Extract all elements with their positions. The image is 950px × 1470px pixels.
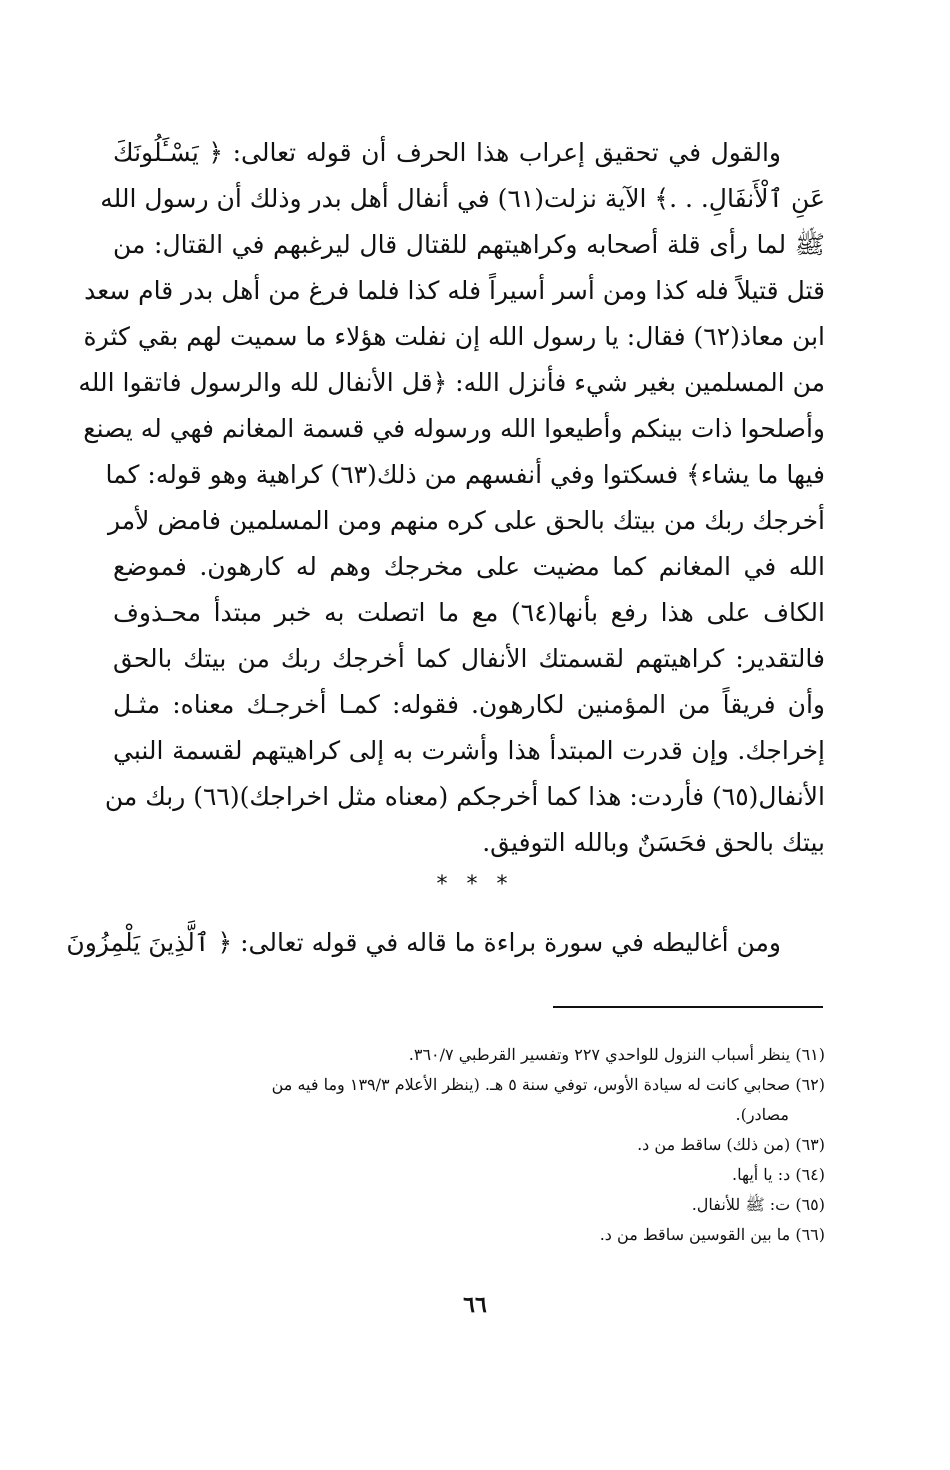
footnote: (٦٥) ت: ﷺ للأنفال. — [691, 1195, 825, 1214]
text-line: أخرجك ربك من بيتك بالحق على كره منهم ومن المسلمين فامض لأمر — [107, 506, 825, 535]
text-line: قتل قتيلاً فله كذا ومن أسر أسيراً فله كذا فلما فرغ من أهل بدر قام سعد — [84, 276, 825, 305]
footnote-continuation: مصادر). — [735, 1105, 789, 1124]
text-line: الأنفال(٦٥) فأردت: هذا كما أخرجكم (معناه مثل اخراجك)(٦٦) ربك من — [104, 782, 825, 811]
footnote: (٦٣) (من ذلك) ساقط من د. — [637, 1135, 825, 1154]
text-line: بيتك بالحق فحَسَنٌ وبالله التوفيق. — [482, 828, 825, 857]
footnote: (٦١) ينظر أسباب النزول للواحدي ٢٢٧ وتفسير القرطبي ٣٦٠/٧. — [408, 1045, 825, 1064]
section-separator: * * * — [436, 872, 514, 897]
text-line: فالتقدير: كراهيتهم لقسمتك الأنفال كما أخرجك ربك من بيتك بالحق — [113, 644, 825, 673]
footnote: (٦٤) د: يا أيها. — [731, 1165, 825, 1184]
text-line: والقول في تحقيق إعراب هذا الحرف أن قوله تعالى: ﴿ يَسْـَٔلُونَكَ — [113, 138, 781, 167]
text-line: الكاف على هذا رفع بأنها(٦٤) مع ما اتصلت به خبر مبتدأ محـذوف — [113, 598, 825, 627]
footnotes — [113, 1040, 825, 1250]
page-number: ٦٦ — [463, 1292, 487, 1318]
text-line: فيها ما يشاء﴾ فسكتوا وفي أنفسهم من ذلك(٦٣) كراهية وهو قوله: كما — [105, 460, 825, 489]
text-line: ومن أغاليطه في سورة براءة ما قاله في قوله تعالى: ﴿ ٱلَّذِينَ يَلْمِزُونَ — [66, 928, 781, 957]
main-text — [78, 130, 825, 866]
text-line: ابن معاذ(٦٢) فقال: يا رسول الله إن نفلت هؤلاء ما سميت لهم بقي كثرة — [83, 322, 825, 351]
text-line: عَنِ ٱلْأَنفَالِ. . .﴾ الآية نزلت(٦١) في أنفال أهل بدر وذلك أن رسول الله — [100, 184, 825, 213]
text-line: الله في المغانم كما مضيت على مخرجك وهم له كارهون. فموضع — [113, 552, 825, 581]
text-line: من المسلمين بغير شيء فأنزل الله: ﴿قل الأنفال لله والرسول فاتقوا الله — [78, 368, 825, 397]
text-line: وأصلحوا ذات بينكم وأطيعوا الله ورسوله في قسمة المغانم فهي له يصنع — [83, 414, 825, 443]
footnote-divider — [553, 1006, 823, 1008]
text-line: وأن فريقاً من المؤمنين لكارهون. فقوله: كمـا أخرجـك معناه: مثـل — [113, 690, 825, 719]
text-line: ﷺ لما رأى قلة أصحابه وكراهيتهم للقتال قال ليرغبهم في القتال: من — [113, 230, 825, 259]
footnote: (٦٢) صحابي كانت له سيادة الأوس، توفي سنة ٥ هـ. (ينظر الأعلام ١٣٩/٣ وما فيه من — [271, 1075, 825, 1094]
closing-paragraph — [66, 920, 825, 966]
text-line: إخراجك. وإن قدرت المبتدأ هذا وأشرت به إلى كراهيتهم لقسمة النبي — [113, 736, 825, 765]
footnote: (٦٦) ما بين القوسين ساقط من د. — [599, 1225, 825, 1244]
